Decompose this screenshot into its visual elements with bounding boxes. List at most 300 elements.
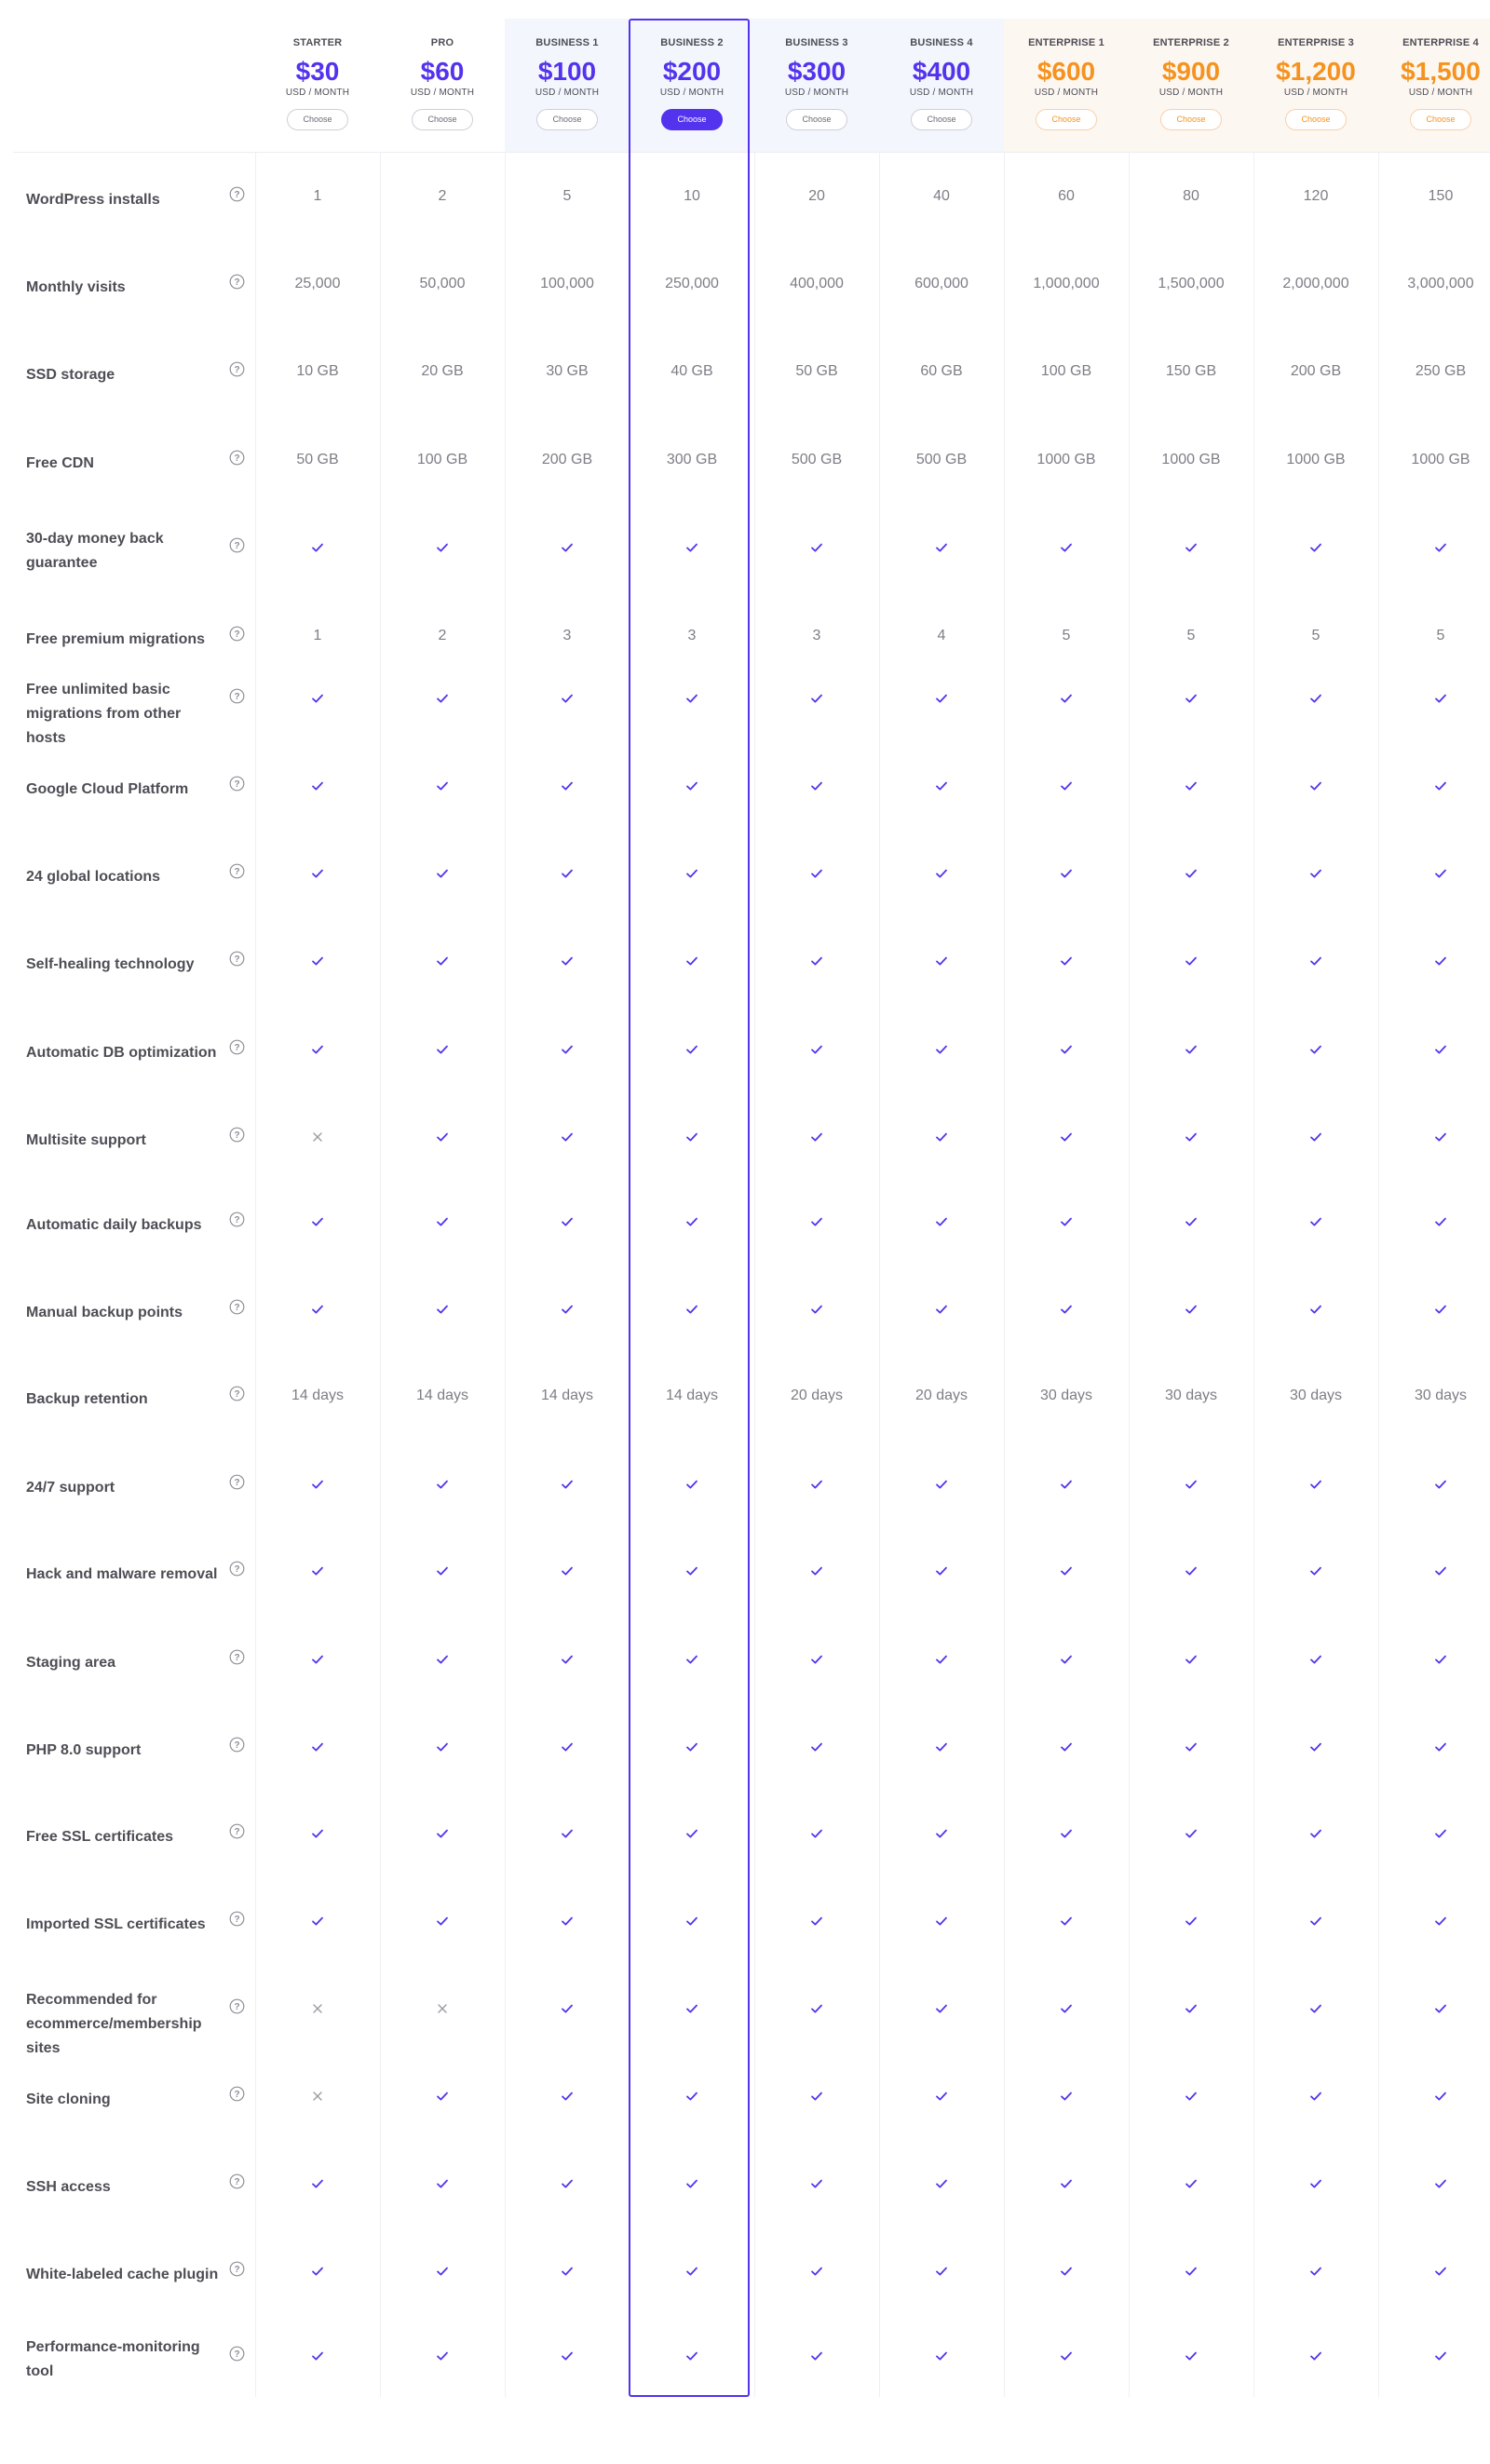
question-circle-icon[interactable] <box>229 450 245 466</box>
cross-icon <box>380 1999 505 2018</box>
check-icon <box>630 1912 754 1930</box>
question-circle-icon[interactable] <box>229 2086 245 2102</box>
check-icon <box>1253 1824 1378 1843</box>
check-icon <box>754 1650 879 1669</box>
check-icon <box>1004 1999 1129 2018</box>
check-icon <box>505 1300 630 1319</box>
plan-price: $200 <box>662 57 722 86</box>
check-icon <box>1378 864 1490 883</box>
check-icon <box>505 2174 630 2193</box>
svg-text:?: ? <box>234 1043 240 1053</box>
check-icon <box>380 777 505 795</box>
check-icon <box>1253 1212 1378 1231</box>
svg-text:?: ? <box>234 692 240 702</box>
choose-plan-button[interactable]: Choose <box>1036 109 1097 130</box>
cross-icon <box>255 1128 380 1146</box>
feature-label: Google Cloud Platform <box>26 781 189 797</box>
svg-text:?: ? <box>234 630 240 640</box>
feature-label: Imported SSL certificates <box>26 1916 206 1932</box>
check-icon <box>505 777 630 795</box>
plan-price-unit: USD / MONTH <box>1408 88 1473 98</box>
plan-name: BUSINESS 2 <box>660 37 724 48</box>
check-icon <box>255 1040 380 1059</box>
plan-price: $100 <box>537 57 597 86</box>
feature-value: 40 <box>933 188 950 204</box>
check-icon <box>1004 864 1129 883</box>
plan-price: $400 <box>912 57 971 86</box>
check-icon <box>505 1562 630 1580</box>
check-icon <box>1129 1999 1253 2018</box>
check-icon <box>1253 952 1378 970</box>
check-icon <box>1129 1040 1253 1059</box>
check-icon <box>754 1212 879 1231</box>
feature-value: 2 <box>438 188 447 204</box>
check-icon <box>879 952 1004 970</box>
plan-price: $1,200 <box>1276 57 1356 86</box>
svg-text:?: ? <box>234 1827 240 1837</box>
choose-plan-button[interactable]: Choose <box>786 109 847 130</box>
plan-name: PRO <box>430 37 454 48</box>
question-circle-icon[interactable] <box>229 863 245 879</box>
check-icon <box>380 864 505 883</box>
check-icon <box>1129 952 1253 970</box>
feature-label: White-labeled cache plugin <box>26 2267 219 2282</box>
feature-label: Free SSL certificates <box>26 1829 174 1845</box>
feature-value: 80 <box>1183 188 1199 204</box>
check-icon <box>879 689 1004 708</box>
choose-plan-button[interactable]: Choose <box>1285 109 1347 130</box>
feature-value: 1000 GB <box>1036 452 1096 467</box>
svg-text:?: ? <box>234 1653 240 1663</box>
check-icon <box>630 1212 754 1231</box>
svg-text:?: ? <box>234 2265 240 2275</box>
feature-label: WordPress installs <box>26 192 160 208</box>
check-icon <box>1129 1212 1253 1231</box>
check-icon <box>630 1300 754 1319</box>
question-circle-icon[interactable] <box>229 537 245 553</box>
check-icon <box>505 1824 630 1843</box>
check-icon <box>754 1300 879 1319</box>
question-circle-icon[interactable] <box>229 1474 245 1490</box>
svg-text:?: ? <box>234 1215 240 1225</box>
feature-value: 1,000,000 <box>1033 276 1100 291</box>
feature-label: PHP 8.0 support <box>26 1742 142 1758</box>
question-circle-icon[interactable] <box>229 1998 245 2014</box>
plan-name: ENTERPRISE 4 <box>1402 37 1479 48</box>
plan-price-unit: USD / MONTH <box>909 88 974 98</box>
feature-label: Self-healing technology <box>26 956 195 972</box>
question-circle-icon[interactable] <box>229 626 245 642</box>
check-icon <box>630 1999 754 2018</box>
plan-price: $300 <box>787 57 847 86</box>
check-icon <box>380 1738 505 1756</box>
check-icon <box>1253 2347 1378 2365</box>
check-icon <box>630 952 754 970</box>
feature-label: Hack and malware removal <box>26 1566 218 1582</box>
question-circle-icon[interactable] <box>229 1299 245 1315</box>
check-icon <box>630 864 754 883</box>
check-icon <box>1004 1212 1129 1231</box>
check-icon <box>1378 1912 1490 1930</box>
plan-name: BUSINESS 3 <box>785 37 848 48</box>
svg-text:?: ? <box>234 2349 240 2360</box>
check-icon <box>1129 1562 1253 1580</box>
svg-text:?: ? <box>234 954 240 965</box>
check-icon <box>1004 1650 1129 1669</box>
check-icon <box>505 952 630 970</box>
feature-value: 600,000 <box>914 276 968 291</box>
check-icon <box>1004 1912 1129 1930</box>
check-icon <box>1378 952 1490 970</box>
check-icon <box>1129 2087 1253 2105</box>
svg-text:?: ? <box>234 1303 240 1313</box>
plan-price-unit: USD / MONTH <box>1158 88 1224 98</box>
feature-value: 3 <box>687 628 697 643</box>
plan-header <box>1129 19 1253 152</box>
feature-value: 50,000 <box>419 276 466 291</box>
plan-name: ENTERPRISE 1 <box>1028 37 1104 48</box>
choose-plan-button[interactable]: Choose <box>1410 109 1471 130</box>
check-icon <box>255 2262 380 2281</box>
check-icon <box>630 689 754 708</box>
question-circle-icon[interactable] <box>229 274 245 290</box>
check-icon <box>754 2087 879 2105</box>
check-icon <box>1004 1300 1129 1319</box>
check-icon <box>380 1912 505 1930</box>
check-icon <box>505 1212 630 1231</box>
feature-label: Staging area <box>26 1655 116 1671</box>
feature-value: 1000 GB <box>1161 452 1221 467</box>
check-icon <box>1129 2174 1253 2193</box>
check-icon <box>1378 1824 1490 1843</box>
check-icon <box>1378 1738 1490 1756</box>
feature-value: 14 days <box>540 1388 594 1403</box>
feature-value: 10 <box>684 188 700 204</box>
feature-value: 500 GB <box>791 452 843 467</box>
svg-text:?: ? <box>234 278 240 288</box>
feature-value: 5 <box>1311 628 1321 643</box>
check-icon <box>754 1999 879 2018</box>
question-circle-icon[interactable] <box>229 361 245 377</box>
plan-header <box>879 19 1004 152</box>
plan-price-unit: USD / MONTH <box>285 88 350 98</box>
check-icon <box>1004 2174 1129 2193</box>
feature-value: 30 days <box>1289 1388 1343 1403</box>
plan-price-unit: USD / MONTH <box>659 88 725 98</box>
check-icon <box>1004 1738 1129 1756</box>
feature-value: 50 GB <box>795 363 838 379</box>
feature-label: Free CDN <box>26 455 94 471</box>
check-icon <box>255 538 380 557</box>
check-icon <box>380 1824 505 1843</box>
feature-value: 3 <box>562 628 572 643</box>
check-icon <box>505 864 630 883</box>
check-icon <box>1004 538 1129 557</box>
check-icon <box>879 2174 1004 2193</box>
choose-plan-button[interactable]: Choose <box>1160 109 1222 130</box>
svg-text:?: ? <box>234 1915 240 1925</box>
feature-value: 1 <box>313 188 322 204</box>
check-icon <box>380 1650 505 1669</box>
check-icon <box>879 1040 1004 1059</box>
question-circle-icon[interactable] <box>229 1039 245 1055</box>
check-icon <box>754 2262 879 2281</box>
feature-label: Performance-monitoring tool <box>26 2339 200 2379</box>
check-icon <box>1378 1562 1490 1580</box>
check-icon <box>754 538 879 557</box>
feature-label: SSD storage <box>26 367 115 383</box>
plan-price-unit: USD / MONTH <box>784 88 849 98</box>
check-icon <box>1253 777 1378 795</box>
question-circle-icon[interactable] <box>229 1386 245 1401</box>
question-circle-icon[interactable] <box>229 186 245 202</box>
check-icon <box>630 1475 754 1494</box>
check-icon <box>754 1475 879 1494</box>
check-icon <box>255 1475 380 1494</box>
svg-text:?: ? <box>234 1478 240 1488</box>
check-icon <box>1253 1738 1378 1756</box>
feature-value: 250,000 <box>665 276 719 291</box>
check-icon <box>879 777 1004 795</box>
column-divider <box>1129 153 1130 2397</box>
check-icon <box>879 1999 1004 2018</box>
check-icon <box>754 864 879 883</box>
plan-name: ENTERPRISE 3 <box>1278 37 1354 48</box>
feature-value: 50 GB <box>296 452 339 467</box>
feature-value: 3,000,000 <box>1407 276 1474 291</box>
check-icon <box>505 538 630 557</box>
svg-text:?: ? <box>234 365 240 375</box>
check-icon <box>505 1738 630 1756</box>
question-circle-icon[interactable] <box>229 776 245 792</box>
check-icon <box>754 1738 879 1756</box>
check-icon <box>380 1212 505 1231</box>
check-icon <box>1004 1475 1129 1494</box>
check-icon <box>1253 1912 1378 1930</box>
question-circle-icon[interactable] <box>229 688 245 704</box>
feature-label: 24 global locations <box>26 869 161 885</box>
check-icon <box>380 2262 505 2281</box>
choose-plan-button[interactable]: Choose <box>661 109 723 130</box>
feature-value: 4 <box>937 628 946 643</box>
check-icon <box>630 538 754 557</box>
question-circle-icon[interactable] <box>229 1649 245 1665</box>
feature-value: 30 days <box>1164 1388 1218 1403</box>
question-circle-icon[interactable] <box>229 2261 245 2277</box>
feature-value: 30 GB <box>546 363 589 379</box>
feature-value: 14 days <box>291 1388 345 1403</box>
check-icon <box>1004 777 1129 795</box>
check-icon <box>255 1562 380 1580</box>
question-circle-icon[interactable] <box>229 1127 245 1143</box>
svg-text:?: ? <box>234 1389 240 1400</box>
check-icon <box>630 2174 754 2193</box>
plan-header <box>505 19 630 152</box>
check-icon <box>1129 1128 1253 1146</box>
feature-value: 60 GB <box>920 363 963 379</box>
check-icon <box>1004 952 1129 970</box>
check-icon <box>255 1824 380 1843</box>
check-icon <box>879 1128 1004 1146</box>
check-icon <box>754 952 879 970</box>
check-icon <box>1253 2174 1378 2193</box>
plan-header <box>255 19 380 152</box>
check-icon <box>754 777 879 795</box>
check-icon <box>1253 689 1378 708</box>
feature-value: 1,500,000 <box>1158 276 1225 291</box>
column-divider <box>505 153 506 2397</box>
check-icon <box>1004 1562 1129 1580</box>
check-icon <box>879 2262 1004 2281</box>
check-icon <box>505 689 630 708</box>
check-icon <box>754 689 879 708</box>
question-circle-icon[interactable] <box>229 1212 245 1227</box>
check-icon <box>879 1824 1004 1843</box>
cross-icon <box>255 2087 380 2105</box>
feature-label: 30-day money back guarantee <box>26 531 164 571</box>
check-icon <box>1253 2262 1378 2281</box>
check-icon <box>380 689 505 708</box>
check-icon <box>879 1650 1004 1669</box>
check-icon <box>380 952 505 970</box>
choose-plan-button[interactable]: Choose <box>911 109 972 130</box>
feature-value: 1000 GB <box>1411 452 1470 467</box>
check-icon <box>879 1475 1004 1494</box>
check-icon <box>1004 2087 1129 2105</box>
check-icon <box>630 1824 754 1843</box>
check-icon <box>1378 1212 1490 1231</box>
feature-value: 500 GB <box>915 452 968 467</box>
plan-name: BUSINESS 1 <box>535 37 599 48</box>
check-icon <box>1253 1040 1378 1059</box>
check-icon <box>1004 1824 1129 1843</box>
feature-value: 2,000,000 <box>1282 276 1349 291</box>
feature-value: 40 GB <box>670 363 713 379</box>
check-icon <box>879 2087 1004 2105</box>
feature-value: 200 GB <box>541 452 593 467</box>
check-icon <box>1378 1040 1490 1059</box>
plan-price-unit: USD / MONTH <box>410 88 475 98</box>
question-circle-icon[interactable] <box>229 1823 245 1839</box>
question-circle-icon[interactable] <box>229 1911 245 1927</box>
check-icon <box>1129 689 1253 708</box>
plan-price: $900 <box>1161 57 1221 86</box>
check-icon <box>879 1300 1004 1319</box>
feature-label: Site cloning <box>26 2092 111 2107</box>
question-circle-icon[interactable] <box>229 2173 245 2189</box>
check-icon <box>1004 1128 1129 1146</box>
feature-label: Multisite support <box>26 1132 146 1148</box>
column-divider <box>255 153 256 2397</box>
feature-label: Manual backup points <box>26 1305 183 1320</box>
feature-label: Backup retention <box>26 1391 148 1407</box>
plan-header <box>630 19 754 152</box>
check-icon <box>380 1562 505 1580</box>
check-icon <box>505 1128 630 1146</box>
feature-value: 3 <box>812 628 821 643</box>
check-icon <box>255 1738 380 1756</box>
check-icon <box>380 1475 505 1494</box>
feature-value: 1 <box>313 628 322 643</box>
check-icon <box>630 1040 754 1059</box>
plan-price: $60 <box>420 57 465 86</box>
check-icon <box>630 1128 754 1146</box>
check-icon <box>255 1650 380 1669</box>
feature-value: 20 <box>808 188 825 204</box>
choose-plan-button[interactable]: Choose <box>287 109 348 130</box>
feature-value: 10 GB <box>296 363 339 379</box>
feature-value: 400,000 <box>790 276 844 291</box>
check-icon <box>1004 689 1129 708</box>
check-icon <box>255 689 380 708</box>
check-icon <box>1004 1040 1129 1059</box>
choose-plan-button[interactable]: Choose <box>536 109 598 130</box>
check-icon <box>754 2174 879 2193</box>
feature-label: Free unlimited basic migrations from other hosts <box>26 682 182 746</box>
check-icon <box>879 864 1004 883</box>
svg-text:?: ? <box>234 867 240 877</box>
check-icon <box>1378 1128 1490 1146</box>
check-icon <box>1378 689 1490 708</box>
check-icon <box>1378 1999 1490 2018</box>
question-circle-icon[interactable] <box>229 2346 245 2362</box>
column-divider <box>879 153 880 2397</box>
check-icon <box>1129 864 1253 883</box>
feature-value: 14 days <box>665 1388 719 1403</box>
check-icon <box>1253 538 1378 557</box>
feature-value: 25,000 <box>294 276 341 291</box>
check-icon <box>380 1040 505 1059</box>
svg-text:?: ? <box>234 454 240 464</box>
check-icon <box>1378 1650 1490 1669</box>
question-circle-icon[interactable] <box>229 1561 245 1577</box>
check-icon <box>754 2347 879 2365</box>
check-icon <box>380 1300 505 1319</box>
check-icon <box>505 2262 630 2281</box>
check-icon <box>255 952 380 970</box>
plan-header <box>754 19 879 152</box>
check-icon <box>1129 1650 1253 1669</box>
plan-header <box>380 19 505 152</box>
check-icon <box>1253 1128 1378 1146</box>
svg-text:?: ? <box>234 1130 240 1141</box>
check-icon <box>1378 2087 1490 2105</box>
plan-header <box>1378 19 1490 152</box>
feature-value: 1000 GB <box>1286 452 1346 467</box>
check-icon <box>1129 1300 1253 1319</box>
choose-plan-button[interactable]: Choose <box>412 109 473 130</box>
check-icon <box>1129 2347 1253 2365</box>
check-icon <box>754 1912 879 1930</box>
plan-price: $1,500 <box>1401 57 1481 86</box>
check-icon <box>1253 1475 1378 1494</box>
question-circle-icon[interactable] <box>229 951 245 967</box>
feature-label: Recommended for ecommerce/membership sites <box>26 1992 202 2056</box>
plan-name: STARTER <box>292 37 343 48</box>
column-divider <box>1004 153 1005 2397</box>
check-icon <box>1253 1300 1378 1319</box>
check-icon <box>1378 2347 1490 2365</box>
svg-text:?: ? <box>234 2002 240 2012</box>
check-icon <box>255 864 380 883</box>
check-icon <box>505 1650 630 1669</box>
check-icon <box>505 1475 630 1494</box>
check-icon <box>754 1824 879 1843</box>
check-icon <box>630 1562 754 1580</box>
check-icon <box>879 1562 1004 1580</box>
question-circle-icon[interactable] <box>229 1737 245 1753</box>
feature-value: 100 GB <box>1040 363 1092 379</box>
